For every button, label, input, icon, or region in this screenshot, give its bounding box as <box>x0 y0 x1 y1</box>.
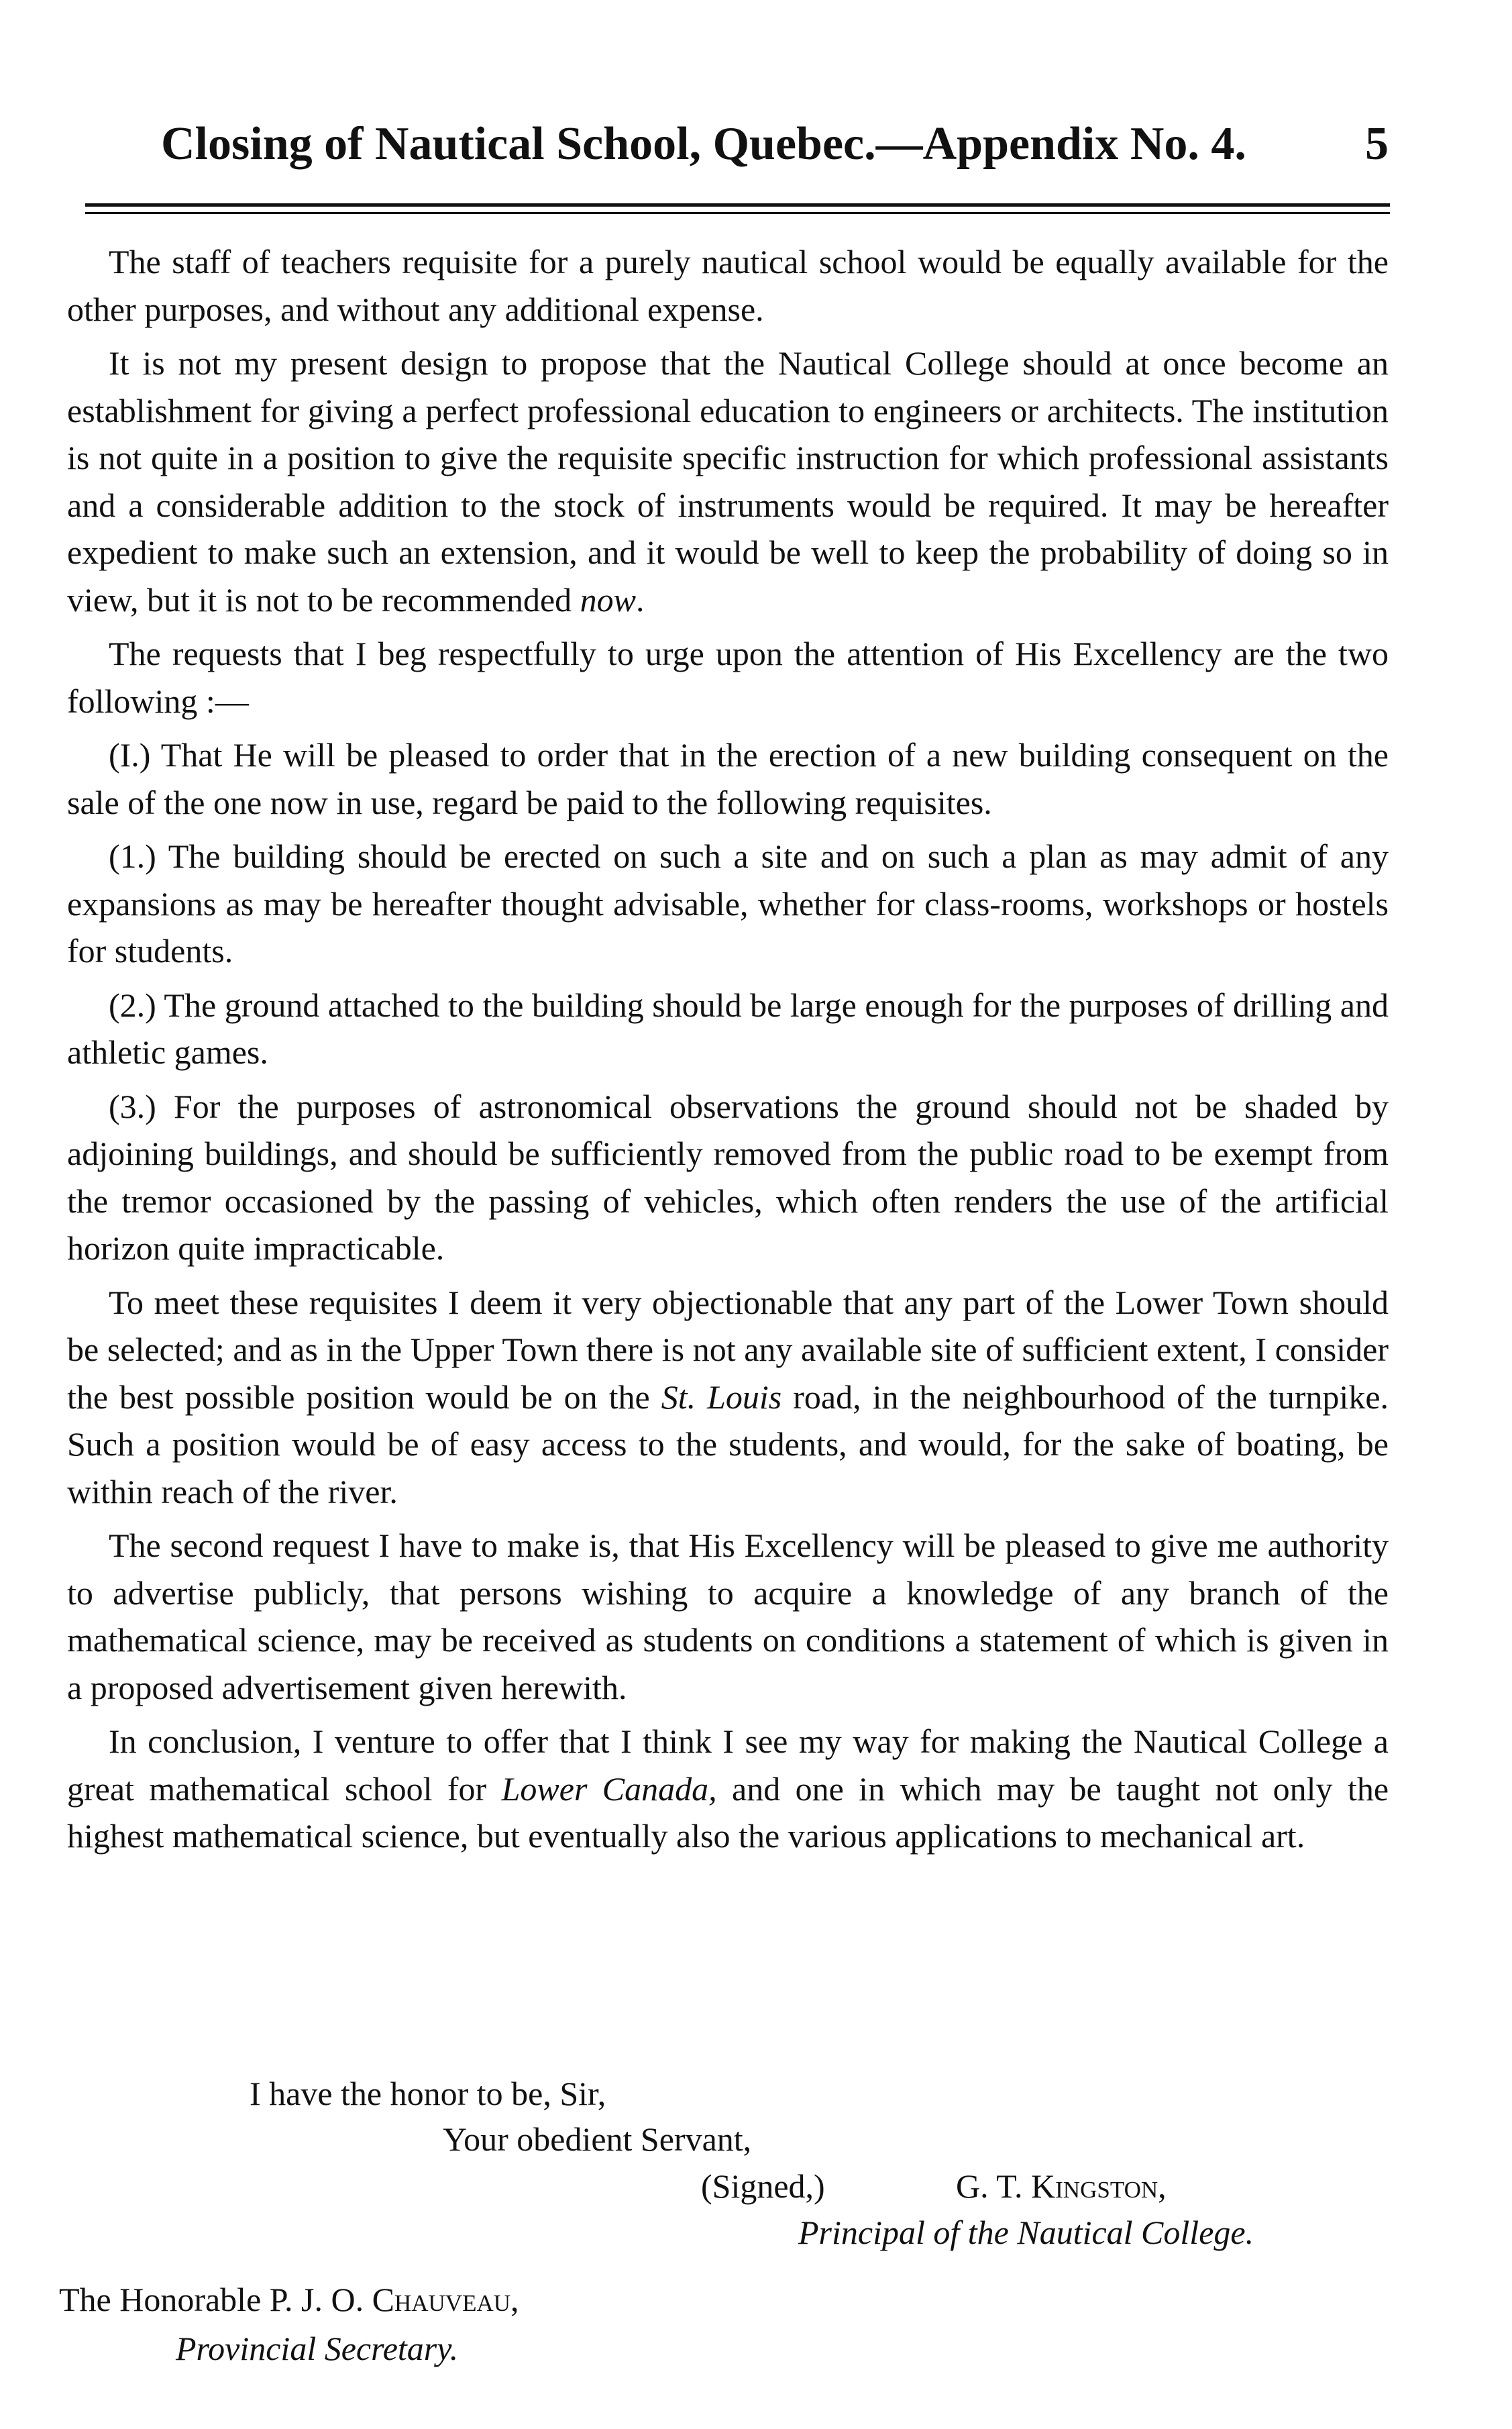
page-number: 5 <box>1365 118 1389 170</box>
header-rule-thin <box>85 212 1390 214</box>
addressee-title: Provincial Secretary. <box>176 2330 459 2367</box>
signatory-title: Principal of the Nautical College. <box>798 2214 1254 2251</box>
paragraph: (3.) For the purposes of astronomical observations the ground should not be shaded by adjoining buildings, and should be sufficiently removed from the public road to be exempt from the tremor occasioned by the passing of vehicles, which often renders the use of the artificial horizon quite impracticable. <box>67 1087 1389 1267</box>
paragraph: It is not my present design to propose that the Nautical College should at once become an establishment for giving a perfect professional education to engineers or architects. The institution is not quite in a position to give the requisite specific instruction for which professional assistants and a considerable addition to the stock of instruments would be required. It may be hereafter expedient to make such an extension, and it would be well to keep the probability of doing so in view, but it is not to be recommended now. <box>67 344 1389 619</box>
header-rule-thick <box>85 203 1390 207</box>
paragraph: The staff of teachers requisite for a purely nautical school would be equally available for the other purposes, and without any additional expense. <box>67 243 1389 328</box>
signed-marker: (Signed,) <box>701 2167 825 2205</box>
closing-salutation: I have the honor to be, Sir, <box>250 2075 606 2112</box>
paragraph: To meet these requisites I deem it very objectionable that any part of the Lower Town should be selected; and as in the Upper Town there is not any available site of sufficient extent, I consider the best possible position would be on the St. Louis road, in the neighbourhood of the turnpike. Such a position would be of easy access to the students, and would, for the sake of boating, be within reach of the river. <box>67 1283 1389 1510</box>
addressee-line: The Honorable P. J. O. Chauveau, <box>59 2281 519 2318</box>
paragraph: The second request I have to make is, that His Excellency will be pleased to give me authority to advertise publicly, that persons wishing to acquire a knowledge of any branch of the mathematical science, may be received as students on conditions a statement of which is given in a proposed advertisement given herewith. <box>67 1527 1389 1706</box>
paragraph: (1.) The building should be erected on such a site and on such a plan as may admit of any expansions as may be hereafter thought advisable, whether for class-rooms, workshops or hostels for students. <box>67 837 1389 970</box>
closing-servant: Your obedient Servant, <box>443 2120 752 2158</box>
letter-body <box>67 238 1389 1860</box>
paragraph: In conclusion, I venture to offer that I think I see my way for making the Nautical College a great mathematical school for Lower Canada, and one in which may be taught not only the highest mathematical science, but eventually also the various applications to mechanical art. <box>67 1722 1389 1855</box>
paragraph: (I.) That He will be pleased to order that in the erection of a new building consequent on the sale of the one now in use, regard be paid to the following requisites. <box>67 736 1389 821</box>
addressee-name: Chauveau, <box>372 2281 519 2318</box>
running-header <box>161 111 1389 185</box>
paragraph: (2.) The ground attached to the building should be large enough for the purposes of drilling and athletic games. <box>67 986 1389 1071</box>
signatory-name: G. T. Kingston, <box>956 2167 1167 2205</box>
page-title: Closing of Nautical School, Quebec.—Appendix No. 4. <box>161 118 1246 170</box>
paragraph: The requests that I beg respectfully to urge upon the attention of His Excellency are the two following :— <box>67 635 1389 720</box>
